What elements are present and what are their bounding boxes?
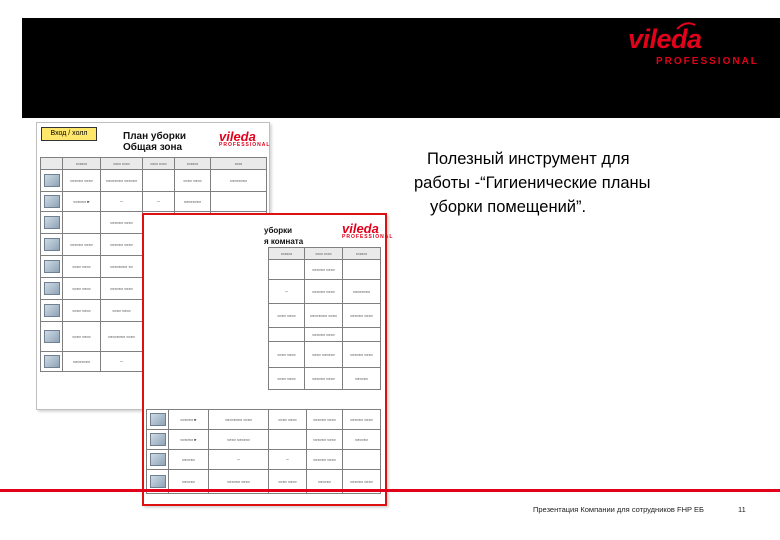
item-picture xyxy=(44,330,60,343)
footer-text: Презентация Компании для сотрудников FHP ЕБ xyxy=(533,505,704,514)
plan-logo: vileda PROFESSIONAL xyxy=(219,129,271,148)
item-picture xyxy=(150,413,166,426)
plan-table: ▭▭▭ ▭▭ ▭▭ ▭▭ ▭▭ ▭▭▭ ▭▭ ▭▭▭ ▭▭ ▭▭▭▭ ▭▭▭ ▭▭ ▭▭ ▭▭▭▭ ▭▭▭ ▸ – – ▭▭▭▭ ▭▭▭ ▭▭ ▭▭▭ ▭▭ ▭▭▭ ▭▭ ▭▭ ▭▭ ▭▭▭▭ ▭ ▭▭ ▭▭ ▭▭▭ ▭▭ ▭▭ ▭▭ ▭▭ ▭▭ ▭▭ ▭▭ ▭▭▭▭ ▭▭ ▭▭▭▭ – xyxy=(40,157,267,372)
item-picture xyxy=(150,453,166,466)
caption-line-3: уборки помещений”. xyxy=(430,198,587,216)
item-picture xyxy=(44,174,60,187)
item-picture xyxy=(44,216,60,229)
room-plan-title: уборки я комната xyxy=(264,226,304,246)
item-picture xyxy=(150,475,166,488)
slide-caption xyxy=(414,147,754,219)
item-picture xyxy=(44,304,60,317)
item-picture xyxy=(150,433,166,446)
plan-title: План уборки Общая зона xyxy=(123,131,187,153)
item-picture xyxy=(44,238,60,251)
caption-line-2: работы -“Гигиенические планы xyxy=(414,174,651,192)
logo-word: vileda xyxy=(628,24,702,54)
footer-divider xyxy=(0,489,780,492)
room-plan-table-bottom: ▭▭▭ ▸ ▭▭▭▭ ▭▭ ▭▭ ▭▭ ▭▭▭ ▭▭ ▭▭▭ ▭▭ ▭▭▭ ▸ ▭▭ ▭▭▭ ▭▭▭ ▭▭ ▭▭▭ ▭▭▭ – – ▭▭▭ ▭▭ ▭▭▭ ▭▭▭ ▭▭ ▭▭ ▭▭ ▭▭▭ ▭▭▭ ▭▭ xyxy=(146,409,381,494)
item-picture xyxy=(44,355,60,368)
cleaning-plan-room xyxy=(142,213,394,506)
plan-tag: Вход / холл xyxy=(41,127,97,141)
item-picture xyxy=(44,260,60,273)
caption-line-1: Полезный инструмент для xyxy=(427,150,630,168)
page-number: 11 xyxy=(738,505,746,514)
item-picture xyxy=(44,282,60,295)
vileda-logo xyxy=(628,20,759,67)
room-plan-table-top: ▭▭▭ ▭▭ ▭▭ ▭▭▭ ▭▭▭ ▭▭ – ▭▭▭ ▭▭ ▭▭▭▭ ▭▭ ▭▭ ▭▭▭▭ ▭▭ ▭▭▭ ▭▭ ▭▭▭ ▭▭ ▭▭ ▭▭ ▭▭ ▭▭▭ ▭▭▭ ▭▭ ▭▭ ▭▭ ▭▭▭ ▭▭ ▭▭▭ xyxy=(268,247,381,390)
room-plan-logo: vileda PROFESSIONAL xyxy=(342,221,394,240)
item-picture xyxy=(44,195,60,208)
logo-subtitle: PROFESSIONAL xyxy=(656,56,759,67)
